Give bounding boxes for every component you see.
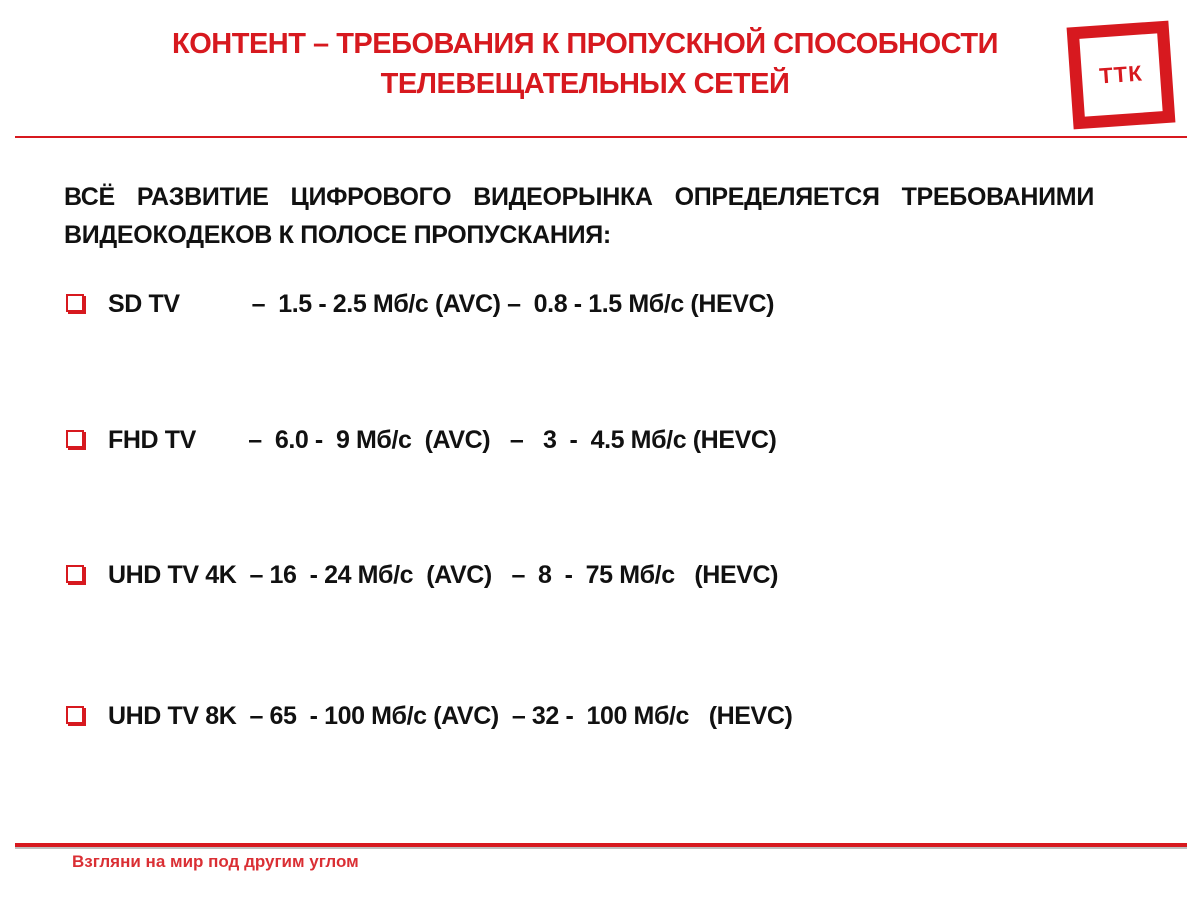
ttk-logo — [1067, 21, 1176, 130]
bullet-text: UHD TV 4K – 16 - 24 Мб/с (AVC) – 8 - 75 Мб/с (HEVC) — [108, 561, 779, 589]
footer-tagline: Взгляни на мир под другим углом — [72, 852, 359, 871]
checkbox-bullet-icon — [66, 430, 84, 448]
bullet-text: SD TV – 1.5 - 2.5 Мб/с (AVC) – 0.8 - 1.5 Мб/с (HEVC) — [108, 290, 775, 318]
intro-text: ВСЁ РАЗВИТИЕ ЦИФРОВОГО ВИДЕОРЫНКА ОПРЕДЕЛЯЕТСЯ ТРЕБОВАНИМИ ВИДЕОКОДЕКОВ К ПОЛОСЕ ПРОПУСКАНИЯ: — [64, 183, 1094, 249]
checkbox-bullet-icon — [66, 565, 84, 583]
title-line-1: КОНТЕНТ – ТРЕБОВАНИЯ К ПРОПУСКНОЙ СПОСОБНОСТИ — [172, 28, 998, 60]
bullet-sd-tv — [66, 286, 1066, 322]
checkbox-bullet-icon — [66, 706, 84, 724]
bullet-text: FHD TV – 6.0 - 9 Мб/с (AVC) – 3 - 4.5 Мб/с (HEVC) — [108, 426, 777, 454]
bullet-uhd-4k — [66, 557, 1066, 593]
slide-title — [140, 24, 1030, 104]
title-line-2: ТЕЛЕВЕЩАТЕЛЬНЫХ СЕТЕЙ — [380, 68, 790, 100]
logo-text: ТТК — [1098, 60, 1144, 89]
bullet-fhd-tv — [66, 422, 1066, 458]
bullet-text: UHD TV 8K – 65 - 100 Мб/с (AVC) – 32 - 100 Мб/с (HEVC) — [108, 702, 793, 730]
footer-divider-shadow — [15, 847, 1187, 849]
checkbox-bullet-icon — [66, 294, 84, 312]
bullet-uhd-8k — [66, 698, 1066, 734]
title-divider — [15, 136, 1187, 138]
